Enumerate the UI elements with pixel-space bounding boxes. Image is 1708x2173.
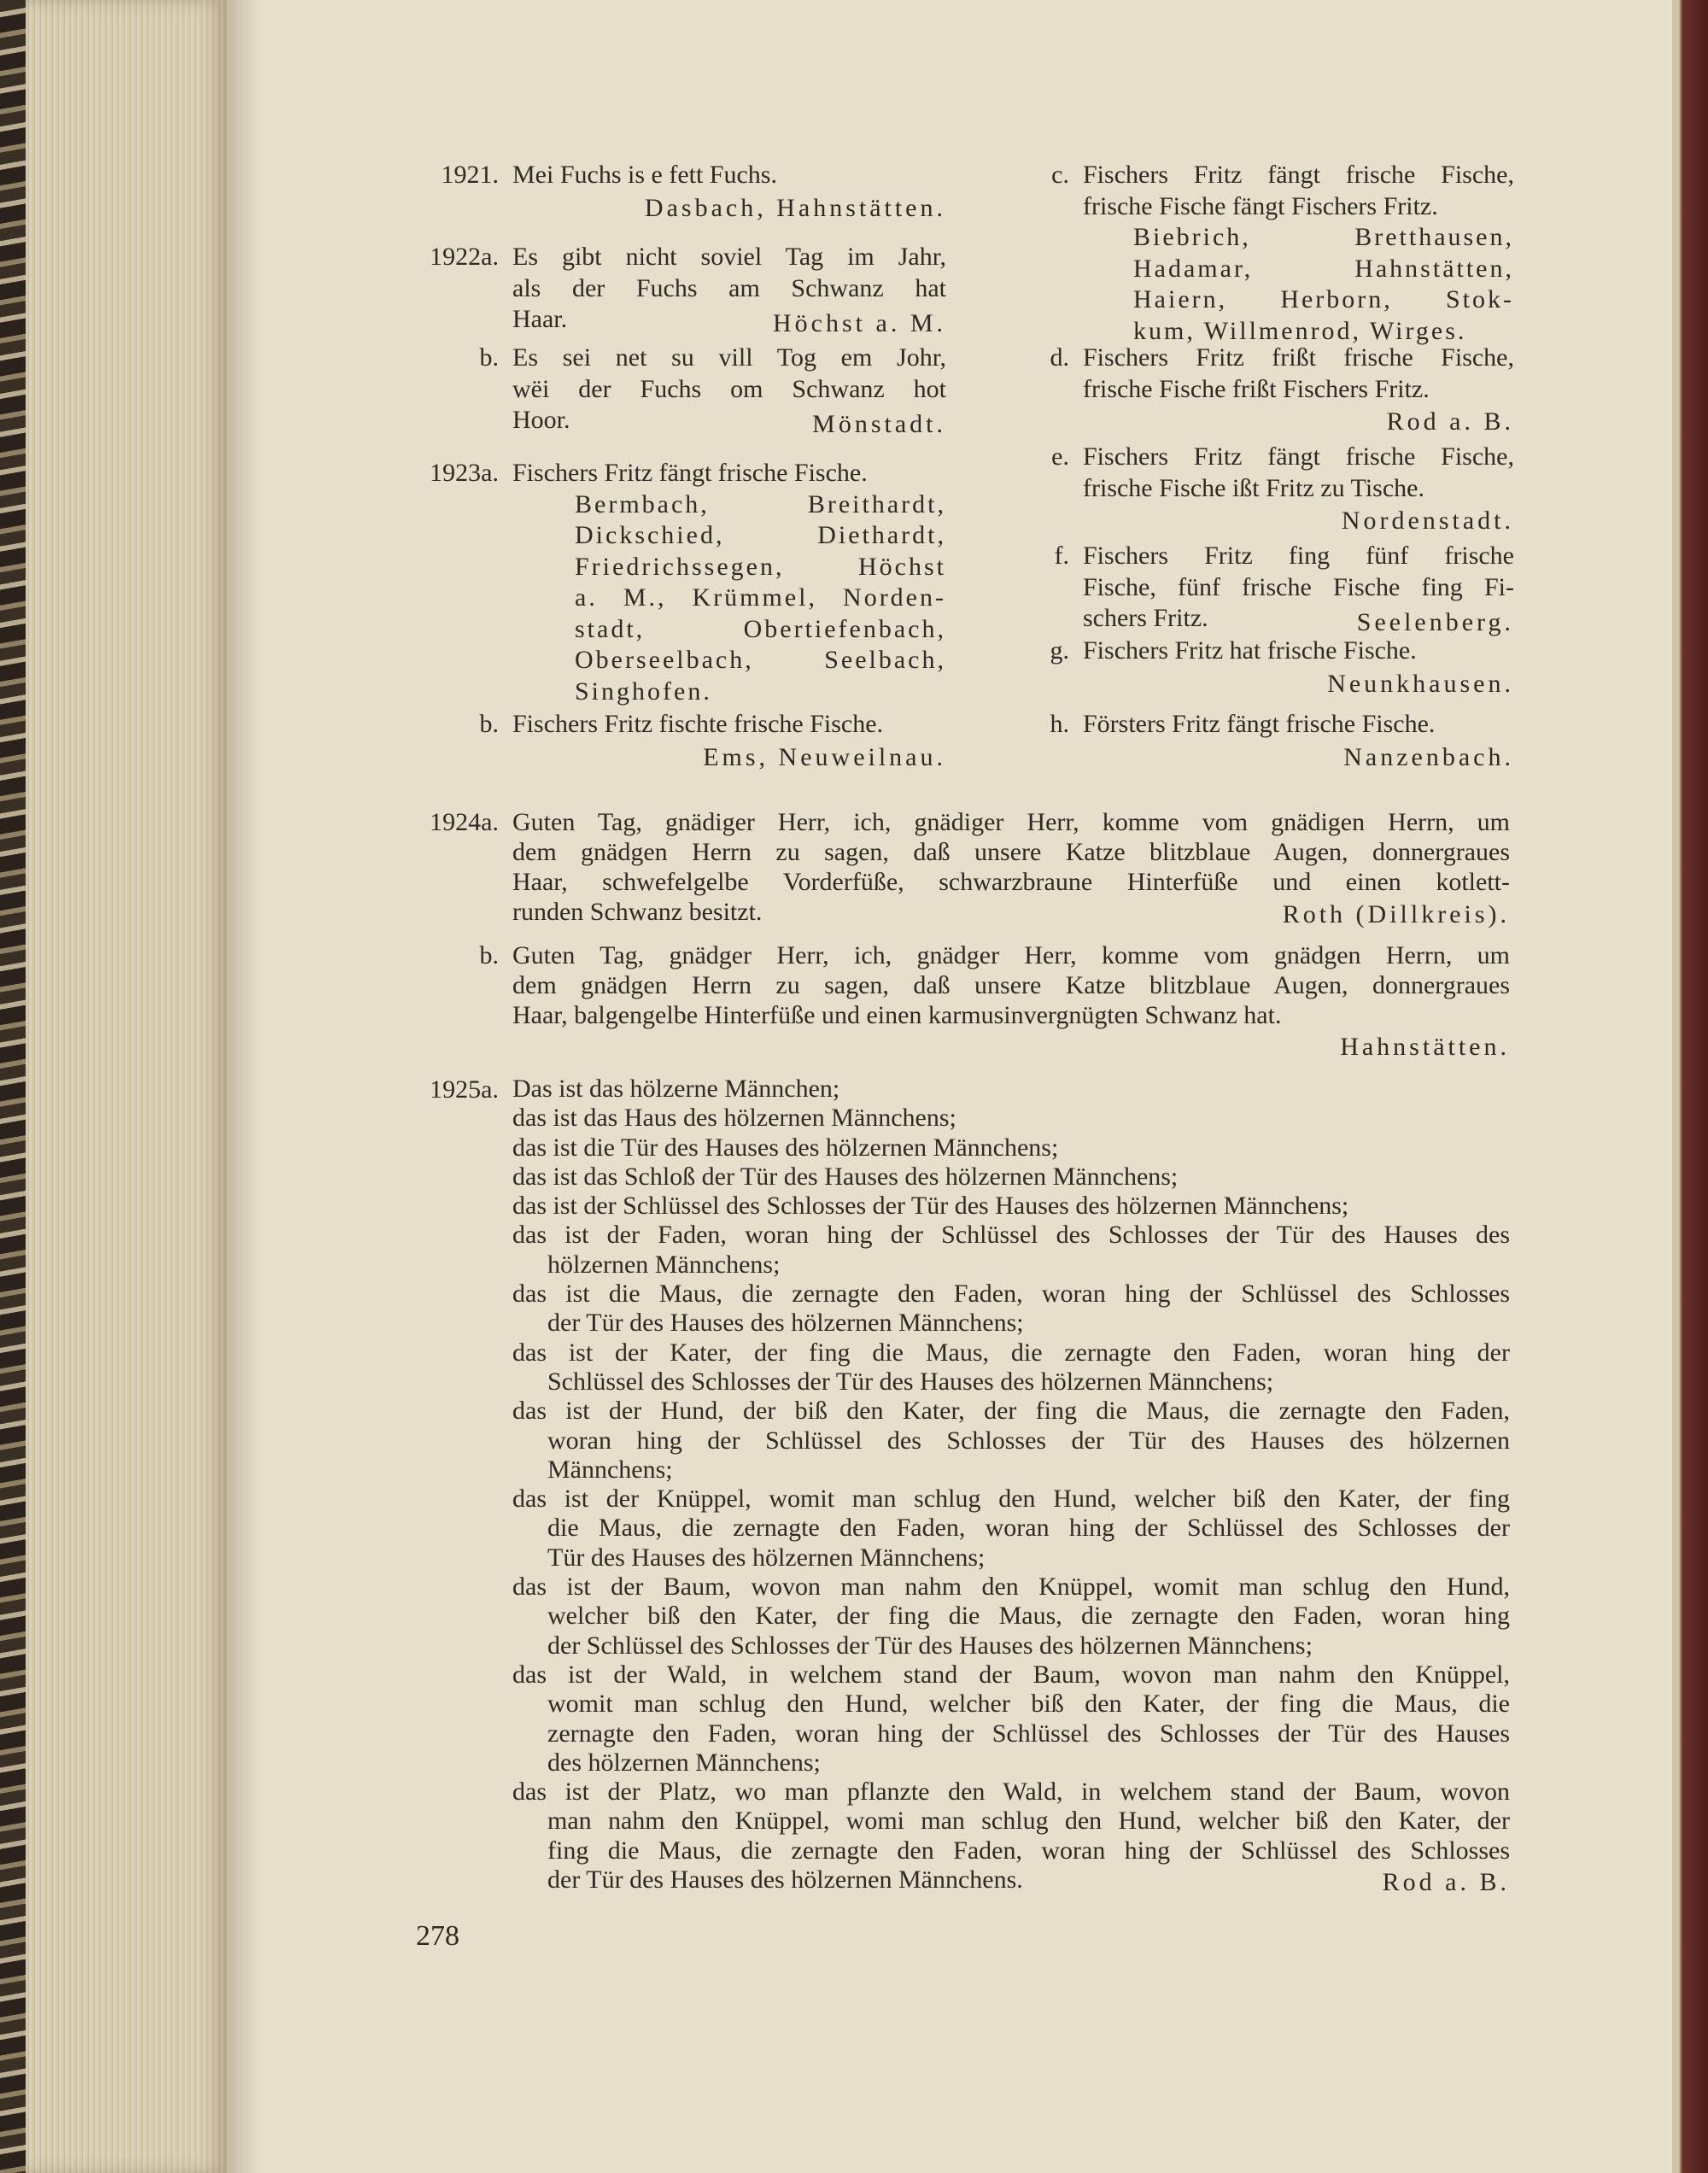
place-name: Rod a. B. xyxy=(1386,407,1514,436)
place-name: Hadamar, Hahnstätten, xyxy=(1133,254,1514,283)
entry-text xyxy=(1083,709,1514,771)
place-name: Oberseelbach, Seelbach, xyxy=(575,646,946,674)
text-line: das ist der Faden, woran hing der Schlüssel des Schlosses der Tür des Hauses des xyxy=(512,1221,1510,1250)
gutter-shadow xyxy=(226,0,260,2173)
text-line: woran hing der Schlüssel des Schlosses der Tür des Hauses des hölzernen xyxy=(547,1426,1510,1455)
text-line: das ist der Baum, wovon man nahm den Knüppel, womit man schlug den Hund, xyxy=(512,1573,1510,1602)
entry-text xyxy=(512,242,946,337)
text-line: runden Schwanz besitzt. xyxy=(512,898,763,926)
text-line: Tür des Hauses des hölzernen Männchens; xyxy=(547,1543,986,1572)
entry-number: c. xyxy=(1051,161,1069,189)
text-line: Haar, balgengelbe Hinterfüße und einen karmusinvergnügten Schwanz hat. xyxy=(512,1001,1282,1029)
text-line: Fischers Fritz fängt frische Fische. xyxy=(512,459,868,487)
entry-text xyxy=(512,160,946,222)
text-line: Fischers Fritz fing fünf frische xyxy=(1083,542,1514,570)
entry-text xyxy=(1083,541,1514,636)
text-line: das ist der Knüppel, womit man schlug den Hund, welcher biß den Kater, der fing xyxy=(512,1485,1510,1514)
text-line: fing die Maus, die zernagte den Faden, woran hing der Schlüssel des Schlosses xyxy=(547,1836,1510,1865)
entry-number: b. xyxy=(479,710,499,738)
entry-number: b. xyxy=(479,941,499,969)
text-line: Das ist das hölzerne Männchen; xyxy=(512,1075,840,1103)
text-line: dem gnädgen Herrn zu sagen, daß unsere Katze blitzblaue Augen, donnergraues xyxy=(512,971,1510,999)
place-name: Dickschied, Diethardt, xyxy=(575,521,946,549)
place-name: kum, Willmenrod, Wirges. xyxy=(1133,316,1467,345)
text-line: dem gnädgen Herrn zu sagen, daß unsere Katze blitzblaue Augen, donnergraues xyxy=(512,838,1510,866)
entry-number: h. xyxy=(1050,710,1069,738)
entry-text xyxy=(512,807,1510,929)
text-line: die Maus, die zernagte den Faden, woran hing der Schlüssel des Schlosses der xyxy=(547,1514,1510,1543)
entry-text xyxy=(512,940,1510,1062)
text-line: Guten Tag, gnädger Herr, ich, gnädger Herr, komme vom gnädgen Herrn, um xyxy=(512,941,1510,969)
text-line: Haar. xyxy=(512,305,568,333)
text-line: man nahm den Knüppel, womi man schlug den Hund, welcher biß den Kater, der xyxy=(547,1807,1510,1836)
text-line: Es sei net su vill Tog em Johr, xyxy=(512,343,946,372)
entry-number: 1922a. xyxy=(430,243,499,271)
place-name: Haiern, Herborn, Stok- xyxy=(1133,285,1514,313)
entry-number: 1925a. xyxy=(430,1075,499,1104)
place-name: Dasbach, Hahnstätten. xyxy=(644,193,946,222)
entry-text xyxy=(512,709,946,771)
entry-text xyxy=(1083,636,1514,698)
text-line: als der Fuchs am Schwanz hat xyxy=(512,273,946,302)
text-line: Haar, schwefelgelbe Vorderfüße, schwarzbraune Hinterfüße und einen kotlett- xyxy=(512,868,1510,896)
text-line: das ist der Kater, der fing die Maus, die zernagte den Faden, woran hing der xyxy=(512,1338,1510,1367)
text-line: schers Fritz. xyxy=(1083,604,1208,632)
text-line: welcher biß den Kater, der fing die Maus, die zernagte den Faden, woran hing xyxy=(547,1602,1510,1631)
text-line: das ist das Haus des hölzernen Männchens; xyxy=(512,1104,956,1133)
entry-text xyxy=(1083,343,1514,436)
entry-text xyxy=(1083,442,1514,536)
text-line: Mei Fuchs is e fett Fuchs. xyxy=(512,161,777,189)
text-line: das ist die Tür des Hauses des hölzernen Männchens; xyxy=(512,1133,1059,1162)
text-line: Fischers Fritz fischte frische Fische. xyxy=(512,710,884,738)
text-line: Fischers Fritz frißt frische Fische, xyxy=(1083,343,1514,372)
text-line: Fischers Fritz hat frische Fische. xyxy=(1083,636,1417,665)
text-line: frische Fische fängt Fischers Fritz. xyxy=(1083,191,1438,220)
entry-text xyxy=(512,343,946,438)
text-line: Hoor. xyxy=(512,406,570,434)
text-line: des hölzernen Männchens; xyxy=(547,1748,821,1777)
text-line: das ist der Schlüssel des Schlosses der Tür des Hauses des hölzernen Männchens; xyxy=(512,1192,1349,1221)
entry-number: d. xyxy=(1050,343,1069,372)
text-line: das ist der Platz, wo man pflanzte den Wald, in welchem stand der Baum, wovon xyxy=(512,1778,1510,1807)
entry-number: g. xyxy=(1050,636,1069,665)
place-name: Singhofen. xyxy=(575,676,712,706)
text-line: der Tür des Hauses des hölzernen Männchens. xyxy=(547,1866,1023,1895)
book-binding-right xyxy=(1672,0,1708,2173)
entry-number: f. xyxy=(1054,542,1069,570)
page-number: 278 xyxy=(416,1920,459,1952)
place-name: Mönstadt. xyxy=(812,409,946,438)
place-name: Nordenstadt. xyxy=(1341,507,1514,535)
text-line: zernagte den Faden, woran hing der Schlüssel des Schlosses der Tür des Hauses xyxy=(547,1719,1510,1748)
place-name: stadt, Obertiefenbach, xyxy=(575,614,946,643)
place-name: Rod a. B. xyxy=(1382,1868,1510,1897)
entry-number: 1921. xyxy=(441,161,499,189)
text-line: womit man schlug den Hund, welcher biß den Kater, der fing die Maus, die xyxy=(547,1690,1510,1719)
text-line: der Schlüssel des Schlosses der Tür des Hauses des hölzernen Männchens; xyxy=(547,1631,1313,1660)
entry-number: e. xyxy=(1051,442,1069,471)
place-name: Seelenberg. xyxy=(1356,607,1514,636)
text-line: frische Fische ißt Fritz zu Tische. xyxy=(1083,473,1424,502)
text-line: Försters Fritz fängt frische Fische. xyxy=(1083,710,1436,738)
place-name: Nanzenbach. xyxy=(1343,742,1514,771)
text-line: das ist das Schloß der Tür des Hauses des hölzernen Männchens; xyxy=(512,1162,1179,1191)
entry-number: 1923a. xyxy=(430,459,499,487)
entry-text xyxy=(512,458,946,707)
text-line: Männchens; xyxy=(547,1455,673,1484)
entry-text xyxy=(1083,160,1514,347)
place-name: Höchst a. M. xyxy=(773,308,946,337)
page-stack-edges xyxy=(26,0,226,2173)
book-binding-left xyxy=(0,0,26,2173)
place-name: Hahnstätten. xyxy=(1340,1033,1510,1061)
entry-number: b. xyxy=(479,343,499,372)
text-line: Fischers Fritz fängt frische Fische, xyxy=(1083,442,1514,471)
text-line: hölzernen Männchens; xyxy=(547,1250,781,1279)
text-line: das ist der Wald, in welchem stand der Baum, wovon man nahm den Knüppel, xyxy=(512,1660,1510,1689)
entry-number: 1924a. xyxy=(430,808,499,836)
text-line: Schlüssel des Schlosses der Tür des Hauses des hölzernen Männchens; xyxy=(547,1367,1274,1396)
text-line: frische Fische frißt Fischers Fritz. xyxy=(1083,374,1430,403)
place-name: a. M., Krümmel, Norden- xyxy=(575,583,946,612)
text-line: Fischers Fritz fängt frische Fische, xyxy=(1083,161,1514,189)
place-name: Ems, Neuweilnau. xyxy=(703,742,946,771)
text-line: das ist die Maus, die zernagte den Faden, woran hing der Schlüssel des Schlosses xyxy=(512,1280,1510,1309)
text-line: das ist der Hund, der biß den Kater, der fing die Maus, die zernagte den Faden, xyxy=(512,1397,1510,1426)
rhyme-text xyxy=(512,1075,1510,1897)
text-line: der Tür des Hauses des hölzernen Männchens; xyxy=(547,1309,1024,1338)
text-line: Fische, fünf frische Fische fing Fi- xyxy=(1083,572,1514,601)
place-name: Biebrich, Bretthausen, xyxy=(1133,223,1514,251)
place-name: Bermbach, Breithardt, xyxy=(575,489,946,518)
place-name: Roth (Dillkreis). xyxy=(1282,900,1510,928)
text-line: wëi der Fuchs om Schwanz hot xyxy=(512,374,946,403)
place-name: Friedrichssegen, Höchst xyxy=(575,552,946,581)
place-name: Neunkhausen. xyxy=(1327,669,1514,698)
text-line: Guten Tag, gnädiger Herr, ich, gnädiger Herr, komme vom gnädigen Herrn, um xyxy=(512,808,1510,836)
text-line: Es gibt nicht soviel Tag im Jahr, xyxy=(512,243,946,271)
